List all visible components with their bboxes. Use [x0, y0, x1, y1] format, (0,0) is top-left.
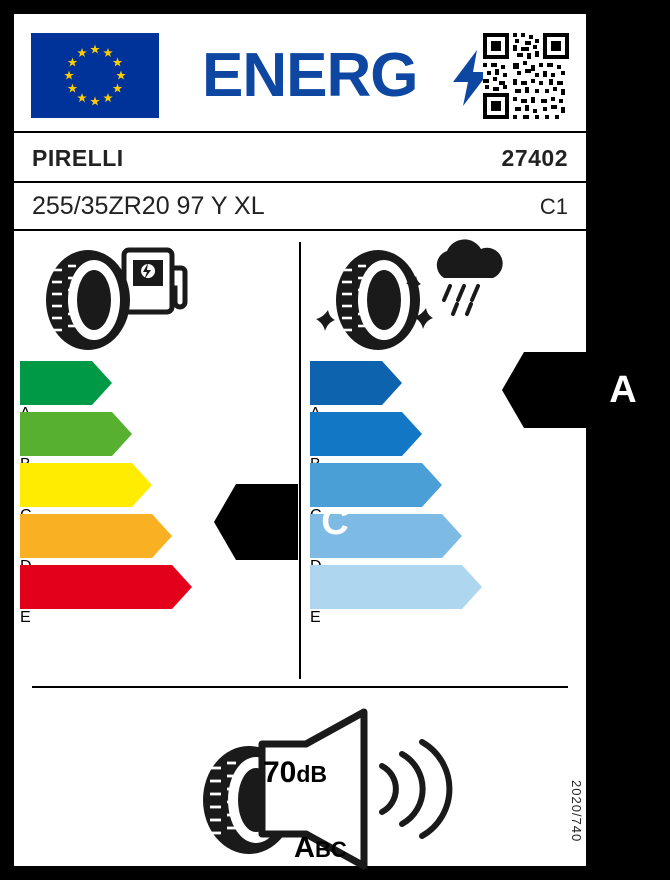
fuel-result-badge — [214, 484, 349, 560]
label-header — [14, 14, 586, 127]
noise-class — [294, 832, 347, 865]
page-title: ENERG — [202, 41, 418, 110]
divider-size — [14, 229, 586, 231]
grade-letter: E — [20, 609, 31, 626]
noise-class-rest: BC — [314, 837, 347, 862]
divider-panels — [299, 242, 301, 679]
divider-header — [14, 131, 586, 133]
fuel-pump-tyre-icon — [20, 236, 292, 361]
grade-row — [20, 412, 292, 456]
wet-grip-result-letter: A — [609, 369, 637, 411]
noise-number: 70 — [263, 756, 297, 789]
tyre-energy-label — [14, 14, 637, 866]
noise-value — [263, 756, 327, 790]
grade-row — [20, 565, 292, 626]
divider-brand — [14, 181, 586, 183]
divider-noise — [32, 686, 568, 688]
model-code: 27402 — [501, 145, 568, 171]
qr-code-icon — [483, 33, 569, 119]
manufacturer-name: PIRELLI — [32, 145, 124, 171]
grade-row — [310, 565, 586, 626]
noise-unit: dB — [296, 761, 328, 787]
noise-class-letter: A — [294, 832, 315, 864]
wet-grip-result-badge — [502, 352, 637, 428]
rain-cloud-tyre-icon — [310, 236, 586, 361]
tyre-class: C1 — [539, 194, 568, 219]
regulation-code: 2020/740 — [569, 779, 584, 842]
grade-row — [20, 361, 292, 405]
tyre-size: 255/35ZR20 97 Y XL — [32, 192, 265, 220]
fuel-result-letter: C — [321, 501, 349, 543]
eu-flag-icon — [31, 33, 159, 118]
grade-letter: E — [310, 609, 321, 626]
